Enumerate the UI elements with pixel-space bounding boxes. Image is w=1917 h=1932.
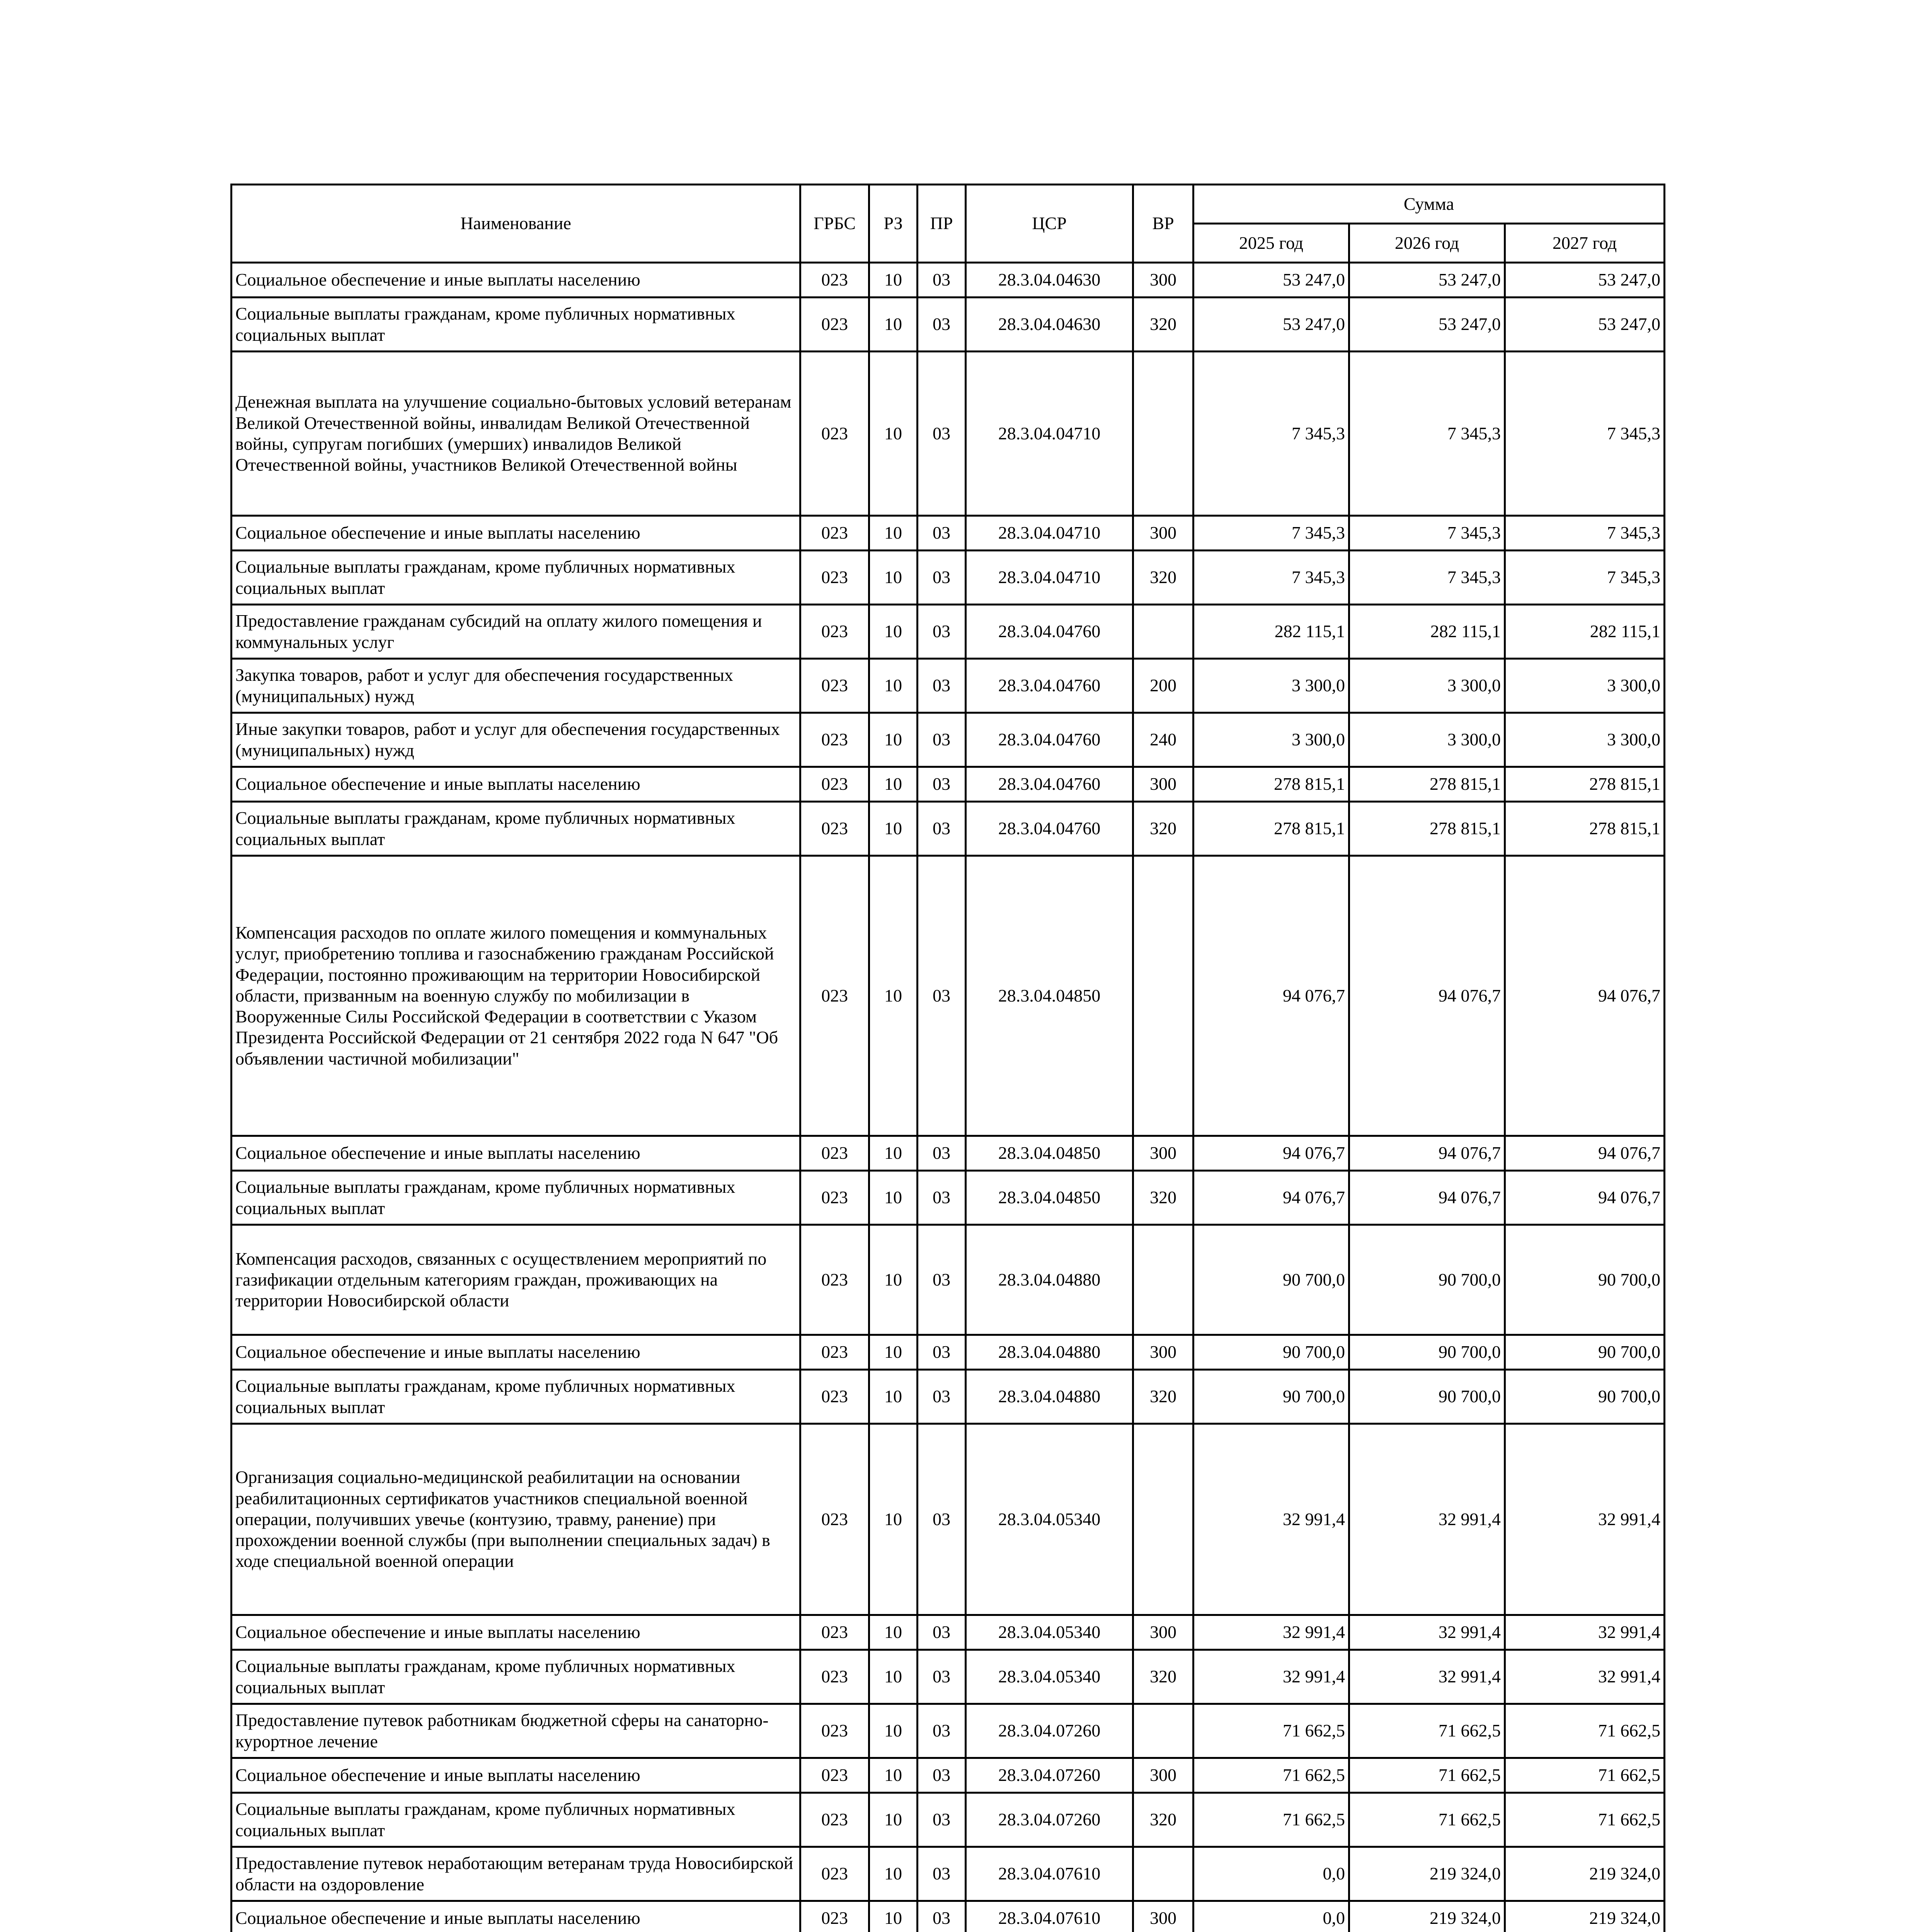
cell-name: Социальные выплаты гражданам, кроме публичных нормативных социальных выплат [232,1171,800,1225]
table-row [232,1793,1665,1847]
table-row [232,1424,1665,1615]
cell-grbs: 023 [800,1370,869,1424]
cell-amount-2027: 278 815,1 [1505,767,1665,802]
cell-csr: 28.3.04.05340 [966,1615,1133,1650]
table-row [232,551,1665,605]
cell-csr: 28.3.04.04760 [966,767,1133,802]
cell-amount-2025: 0,0 [1193,1901,1349,1932]
table-row [232,659,1665,713]
cell-amount-2027: 3 300,0 [1505,659,1665,713]
cell-amount-2026: 53 247,0 [1349,263,1505,298]
cell-csr: 28.3.04.04850 [966,856,1133,1136]
cell-grbs: 023 [800,1225,869,1335]
table-row [232,263,1665,298]
cell-vr: 300 [1133,263,1193,298]
cell-amount-2027: 71 662,5 [1505,1793,1665,1847]
cell-amount-2027: 94 076,7 [1505,856,1665,1136]
cell-amount-2026: 219 324,0 [1349,1901,1505,1932]
cell-amount-2025: 278 815,1 [1193,767,1349,802]
cell-vr [1133,1424,1193,1615]
cell-rz: 10 [869,1758,918,1793]
cell-amount-2025: 32 991,4 [1193,1615,1349,1650]
table-row [232,767,1665,802]
cell-grbs: 023 [800,1335,869,1370]
header-year-2027: 2027 год [1505,224,1665,263]
cell-name: Социальные выплаты гражданам, кроме публичных нормативных социальных выплат [232,298,800,352]
cell-amount-2025: 278 815,1 [1193,802,1349,856]
cell-csr: 28.3.04.07260 [966,1793,1133,1847]
cell-csr: 28.3.04.07260 [966,1758,1133,1793]
cell-csr: 28.3.04.04880 [966,1370,1133,1424]
cell-pr: 03 [918,713,966,767]
cell-name: Предоставление путевок работникам бюджетной сферы на санаторно-курортное лечение [232,1704,800,1758]
cell-grbs: 023 [800,1171,869,1225]
header-year-2026: 2026 год [1349,224,1505,263]
header-vr: ВР [1133,185,1193,263]
budget-table [230,184,1665,1932]
cell-vr [1133,605,1193,659]
cell-grbs: 023 [800,551,869,605]
cell-vr: 240 [1133,713,1193,767]
cell-grbs: 023 [800,298,869,352]
cell-grbs: 023 [800,1704,869,1758]
cell-name: Социальные выплаты гражданам, кроме публичных нормативных социальных выплат [232,1650,800,1704]
cell-amount-2025: 0,0 [1193,1847,1349,1901]
cell-name: Предоставление гражданам субсидий на оплату жилого помещения и коммунальных услуг [232,605,800,659]
cell-amount-2026: 7 345,3 [1349,352,1505,516]
cell-amount-2025: 94 076,7 [1193,856,1349,1136]
header-grbs: ГРБС [800,185,869,263]
cell-amount-2027: 90 700,0 [1505,1335,1665,1370]
cell-vr: 300 [1133,1136,1193,1171]
cell-vr: 300 [1133,516,1193,551]
cell-amount-2027: 90 700,0 [1505,1370,1665,1424]
cell-amount-2025: 90 700,0 [1193,1225,1349,1335]
cell-amount-2026: 278 815,1 [1349,767,1505,802]
table-row [232,1335,1665,1370]
cell-vr: 200 [1133,659,1193,713]
cell-pr: 03 [918,516,966,551]
cell-amount-2026: 7 345,3 [1349,551,1505,605]
cell-amount-2026: 71 662,5 [1349,1704,1505,1758]
header-rz: РЗ [869,185,918,263]
cell-amount-2027: 32 991,4 [1505,1615,1665,1650]
cell-vr: 300 [1133,1758,1193,1793]
cell-name: Социальное обеспечение и иные выплаты населению [232,1901,800,1932]
cell-amount-2025: 7 345,3 [1193,516,1349,551]
cell-amount-2026: 90 700,0 [1349,1335,1505,1370]
cell-pr: 03 [918,659,966,713]
cell-amount-2027: 7 345,3 [1505,516,1665,551]
cell-vr: 300 [1133,1901,1193,1932]
header-year-2025: 2025 год [1193,224,1349,263]
cell-amount-2025: 7 345,3 [1193,551,1349,605]
cell-amount-2027: 3 300,0 [1505,713,1665,767]
table-row [232,352,1665,516]
cell-amount-2027: 53 247,0 [1505,263,1665,298]
cell-amount-2025: 90 700,0 [1193,1335,1349,1370]
cell-amount-2026: 94 076,7 [1349,1171,1505,1225]
table-row [232,605,1665,659]
cell-csr: 28.3.04.04760 [966,659,1133,713]
cell-amount-2025: 90 700,0 [1193,1370,1349,1424]
cell-amount-2026: 32 991,4 [1349,1650,1505,1704]
cell-vr: 300 [1133,1335,1193,1370]
cell-vr: 320 [1133,802,1193,856]
cell-amount-2026: 32 991,4 [1349,1615,1505,1650]
table-row [232,856,1665,1136]
cell-csr: 28.3.04.05340 [966,1424,1133,1615]
table-row [232,1136,1665,1171]
cell-rz: 10 [869,1370,918,1424]
table-row [232,1615,1665,1650]
cell-csr: 28.3.04.04880 [966,1225,1133,1335]
cell-name: Социальное обеспечение и иные выплаты населению [232,1615,800,1650]
cell-vr: 320 [1133,1171,1193,1225]
cell-csr: 28.3.04.04880 [966,1335,1133,1370]
cell-rz: 10 [869,1225,918,1335]
cell-pr: 03 [918,1793,966,1847]
cell-amount-2025: 53 247,0 [1193,263,1349,298]
cell-amount-2027: 278 815,1 [1505,802,1665,856]
header-sum: Сумма [1193,185,1665,224]
cell-name: Предоставление путевок неработающим ветеранам труда Новосибирской области на оздоровление [232,1847,800,1901]
cell-amount-2025: 32 991,4 [1193,1650,1349,1704]
cell-pr: 03 [918,856,966,1136]
cell-rz: 10 [869,856,918,1136]
cell-rz: 10 [869,713,918,767]
cell-grbs: 023 [800,352,869,516]
cell-grbs: 023 [800,263,869,298]
cell-name: Иные закупки товаров, работ и услуг для обеспечения государственных (муниципальных) нужд [232,713,800,767]
cell-pr: 03 [918,605,966,659]
cell-vr [1133,352,1193,516]
table-row [232,1650,1665,1704]
cell-rz: 10 [869,298,918,352]
cell-rz: 10 [869,1171,918,1225]
cell-vr: 320 [1133,551,1193,605]
table-row [232,802,1665,856]
cell-grbs: 023 [800,856,869,1136]
cell-csr: 28.3.04.07260 [966,1704,1133,1758]
cell-amount-2026: 32 991,4 [1349,1424,1505,1615]
cell-csr: 28.3.04.04710 [966,551,1133,605]
cell-name: Денежная выплата на улучшение социально-бытовых условий ветеранам Великой Отечественной войны, инвалидам Великой Отечественной войны, супругам погибших (умерших) инвалидов Великой Отечественной войны, участников Великой Отечественной войны [232,352,800,516]
cell-csr: 28.3.04.04710 [966,516,1133,551]
cell-pr: 03 [918,1424,966,1615]
cell-amount-2026: 53 247,0 [1349,298,1505,352]
cell-pr: 03 [918,1136,966,1171]
cell-pr: 03 [918,1171,966,1225]
cell-name: Социальное обеспечение и иные выплаты населению [232,1758,800,1793]
cell-amount-2025: 94 076,7 [1193,1171,1349,1225]
cell-csr: 28.3.04.04630 [966,263,1133,298]
cell-rz: 10 [869,352,918,516]
cell-name: Организация социально-медицинской реабилитации на основании реабилитационных сертификатов участников специальной военной операции, получивших увечье (контузию, травму, ранение) при прохождении военной службы (при выполнении специальных задач) в ходе специальной военной операции [232,1424,800,1615]
cell-grbs: 023 [800,1424,869,1615]
cell-vr: 300 [1133,1615,1193,1650]
table-row [232,1847,1665,1901]
cell-name: Закупка товаров, работ и услуг для обеспечения государственных (муниципальных) нужд [232,659,800,713]
cell-amount-2026: 94 076,7 [1349,856,1505,1136]
table-row [232,1704,1665,1758]
cell-name: Социальные выплаты гражданам, кроме публичных нормативных социальных выплат [232,1370,800,1424]
cell-rz: 10 [869,551,918,605]
cell-vr [1133,1225,1193,1335]
cell-pr: 03 [918,1704,966,1758]
cell-grbs: 023 [800,802,869,856]
cell-csr: 28.3.04.04760 [966,802,1133,856]
cell-vr [1133,1847,1193,1901]
cell-amount-2026: 278 815,1 [1349,802,1505,856]
cell-name: Социальное обеспечение и иные выплаты населению [232,516,800,551]
cell-amount-2026: 3 300,0 [1349,713,1505,767]
cell-pr: 03 [918,802,966,856]
table-row [232,1225,1665,1335]
header-csr: ЦСР [966,185,1133,263]
table-row [232,1171,1665,1225]
cell-grbs: 023 [800,1901,869,1932]
cell-grbs: 023 [800,516,869,551]
cell-amount-2026: 71 662,5 [1349,1758,1505,1793]
cell-grbs: 023 [800,659,869,713]
cell-amount-2025: 3 300,0 [1193,713,1349,767]
cell-rz: 10 [869,659,918,713]
cell-amount-2027: 71 662,5 [1505,1704,1665,1758]
cell-amount-2027: 32 991,4 [1505,1650,1665,1704]
cell-pr: 03 [918,1758,966,1793]
cell-pr: 03 [918,1335,966,1370]
cell-grbs: 023 [800,1758,869,1793]
cell-amount-2025: 282 115,1 [1193,605,1349,659]
cell-name: Социальные выплаты гражданам, кроме публичных нормативных социальных выплат [232,802,800,856]
cell-pr: 03 [918,352,966,516]
cell-csr: 28.3.04.04710 [966,352,1133,516]
cell-vr: 320 [1133,1793,1193,1847]
cell-pr: 03 [918,1847,966,1901]
cell-grbs: 023 [800,767,869,802]
cell-amount-2027: 219 324,0 [1505,1847,1665,1901]
table-row [232,1758,1665,1793]
cell-rz: 10 [869,1136,918,1171]
cell-amount-2025: 71 662,5 [1193,1704,1349,1758]
cell-vr: 320 [1133,1370,1193,1424]
cell-amount-2027: 94 076,7 [1505,1171,1665,1225]
cell-pr: 03 [918,298,966,352]
cell-grbs: 023 [800,605,869,659]
cell-csr: 28.3.04.04850 [966,1171,1133,1225]
cell-name: Социальное обеспечение и иные выплаты населению [232,1335,800,1370]
cell-name: Социальные выплаты гражданам, кроме публичных нормативных социальных выплат [232,1793,800,1847]
cell-rz: 10 [869,1615,918,1650]
cell-rz: 10 [869,1335,918,1370]
cell-rz: 10 [869,263,918,298]
table-body [232,263,1665,1932]
table-row [232,298,1665,352]
cell-amount-2026: 7 345,3 [1349,516,1505,551]
table-row [232,516,1665,551]
cell-amount-2026: 282 115,1 [1349,605,1505,659]
cell-pr: 03 [918,551,966,605]
cell-vr: 320 [1133,1650,1193,1704]
cell-vr [1133,1704,1193,1758]
cell-rz: 10 [869,802,918,856]
cell-csr: 28.3.04.04760 [966,605,1133,659]
table-row [232,1370,1665,1424]
cell-amount-2025: 53 247,0 [1193,298,1349,352]
cell-amount-2026: 219 324,0 [1349,1847,1505,1901]
cell-amount-2026: 94 076,7 [1349,1136,1505,1171]
cell-amount-2026: 90 700,0 [1349,1370,1505,1424]
cell-grbs: 023 [800,1793,869,1847]
cell-csr: 28.3.04.07610 [966,1901,1133,1932]
cell-csr: 28.3.04.04760 [966,713,1133,767]
cell-pr: 03 [918,1615,966,1650]
cell-grbs: 023 [800,1615,869,1650]
cell-name: Социальное обеспечение и иные выплаты населению [232,767,800,802]
cell-amount-2025: 32 991,4 [1193,1424,1349,1615]
cell-amount-2027: 94 076,7 [1505,1136,1665,1171]
header-name: Наименование [232,185,800,263]
cell-amount-2027: 32 991,4 [1505,1424,1665,1615]
cell-name: Социальное обеспечение и иные выплаты населению [232,263,800,298]
cell-grbs: 023 [800,1650,869,1704]
table-row [232,713,1665,767]
cell-rz: 10 [869,1424,918,1615]
cell-amount-2027: 7 345,3 [1505,551,1665,605]
header-pr: ПР [918,185,966,263]
cell-name: Компенсация расходов, связанных с осуществлением мероприятий по газификации отдельным категориям граждан, проживающих на территории Новосибирской области [232,1225,800,1335]
cell-vr: 300 [1133,767,1193,802]
cell-amount-2027: 71 662,5 [1505,1758,1665,1793]
cell-vr [1133,856,1193,1136]
table-row [232,1901,1665,1932]
cell-pr: 03 [918,263,966,298]
cell-grbs: 023 [800,713,869,767]
cell-pr: 03 [918,767,966,802]
cell-vr: 320 [1133,298,1193,352]
cell-name: Социальные выплаты гражданам, кроме публичных нормативных социальных выплат [232,551,800,605]
cell-rz: 10 [869,605,918,659]
cell-pr: 03 [918,1650,966,1704]
cell-csr: 28.3.04.07610 [966,1847,1133,1901]
cell-amount-2025: 7 345,3 [1193,352,1349,516]
cell-rz: 10 [869,1901,918,1932]
cell-rz: 10 [869,1793,918,1847]
cell-csr: 28.3.04.04630 [966,298,1133,352]
cell-amount-2025: 94 076,7 [1193,1136,1349,1171]
cell-rz: 10 [869,1847,918,1901]
cell-csr: 28.3.04.04850 [966,1136,1133,1171]
cell-rz: 10 [869,767,918,802]
cell-amount-2027: 90 700,0 [1505,1225,1665,1335]
cell-amount-2027: 7 345,3 [1505,352,1665,516]
cell-amount-2027: 282 115,1 [1505,605,1665,659]
cell-csr: 28.3.04.05340 [966,1650,1133,1704]
cell-rz: 10 [869,1704,918,1758]
cell-grbs: 023 [800,1847,869,1901]
cell-amount-2025: 71 662,5 [1193,1793,1349,1847]
cell-name: Социальное обеспечение и иные выплаты населению [232,1136,800,1171]
cell-amount-2026: 3 300,0 [1349,659,1505,713]
cell-amount-2026: 90 700,0 [1349,1225,1505,1335]
cell-amount-2027: 53 247,0 [1505,298,1665,352]
cell-name: Компенсация расходов по оплате жилого помещения и коммунальных услуг, приобретению топлива и газоснабжению гражданам Российской Федерации, постоянно проживающим на территории Новосибирской области, призванным на военную службу по мобилизации в Вооруженные Силы Российской Федерации в соответствии с Указом Президента Российской Федерации от 21 сентября 2022 года N 647 "Об объявлении частичной мобилизации" [232,856,800,1136]
cell-amount-2026: 71 662,5 [1349,1793,1505,1847]
cell-rz: 10 [869,516,918,551]
table-header [232,185,1665,263]
cell-pr: 03 [918,1225,966,1335]
cell-pr: 03 [918,1370,966,1424]
cell-pr: 03 [918,1901,966,1932]
cell-grbs: 023 [800,1136,869,1171]
cell-amount-2025: 71 662,5 [1193,1758,1349,1793]
cell-rz: 10 [869,1650,918,1704]
cell-amount-2027: 219 324,0 [1505,1901,1665,1932]
cell-amount-2025: 3 300,0 [1193,659,1349,713]
